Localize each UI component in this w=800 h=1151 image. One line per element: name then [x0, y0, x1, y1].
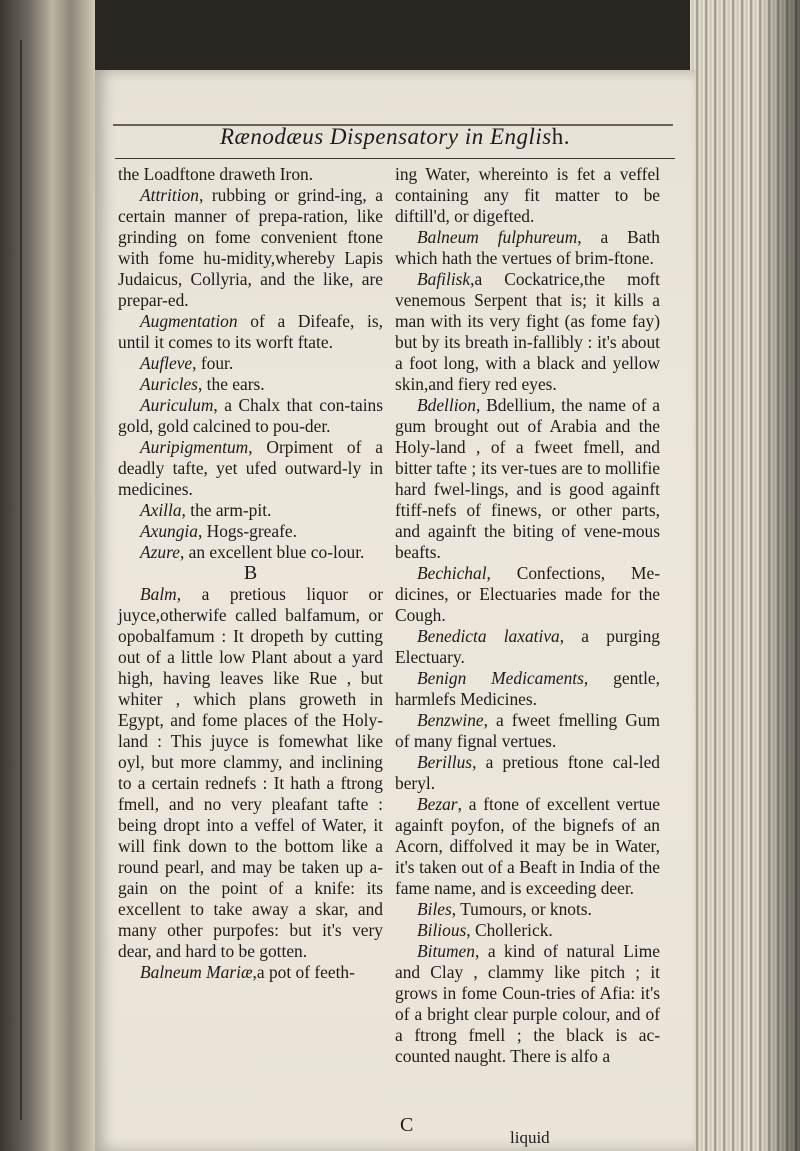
dictionary-entry: [118, 962, 383, 983]
dictionary-entry: [395, 794, 660, 899]
page-edge-shadow: [760, 0, 800, 1151]
entry-term: Benedicta laxativa: [417, 626, 560, 646]
entry-term: Benign Medicaments: [417, 668, 584, 688]
entry-term: Bitumen: [417, 941, 475, 961]
dictionary-entry: [395, 920, 660, 941]
entry-definition: ing Water, whereinto is fet a veffel containing any fit matter to be diftill'd, or digefted.: [395, 164, 660, 226]
dictionary-entry: [118, 395, 383, 437]
dictionary-entry: [395, 395, 660, 563]
entry-definition: ,a Cockatrice,the moft venemous Serpent that is; it kills a man with its very fight (as fome fay) but by its breath in-fallibly : it's about a foot long, with a black and yellow skin,and fiery red eyes.: [395, 269, 660, 394]
entry-definition: , a kind of natural Lime and Clay , clammy like pitch ; it grows in fome Coun-tries of Afia: it's of a bright clear purple colour, and of a ftrong fmell ; the black is ac-counted naught. There is alfo a: [395, 941, 660, 1066]
entry-term: Balneum Mariæ: [140, 962, 253, 982]
entry-definition: , gentle, harmlefs Medicines.: [395, 668, 660, 709]
entry-definition: , a ftone of excellent vertue againft poyfon, of the bignefs of an Acorn, diffolved it may be in Water, it's taken out of a Beaft in India of the fame name, and is exceeding deer.: [395, 794, 660, 898]
entry-definition: , Orpiment of a deadly tafte, yet ufed outward-ly in medicines.: [118, 437, 383, 499]
entry-term: Berillus: [417, 752, 473, 772]
dictionary-entry: [118, 437, 383, 500]
dictionary-entry: [395, 269, 660, 395]
dictionary-entry: [395, 227, 660, 269]
entry-definition: , four.: [192, 353, 234, 373]
right-column: [395, 164, 660, 1067]
dictionary-entry: [118, 164, 383, 185]
dictionary-entry: [118, 311, 383, 353]
header-rule: [115, 158, 675, 159]
entry-term: Auriculum: [140, 395, 214, 415]
dictionary-entry: [395, 164, 660, 227]
dictionary-entry: [395, 752, 660, 794]
entry-definition: of a Difeafe, is, until it comes to its worft ftate.: [118, 311, 383, 352]
entry-term: Axilla: [140, 500, 182, 520]
entry-term: Benzwine: [417, 710, 484, 730]
dictionary-entry: [395, 563, 660, 626]
entry-definition: , the ears.: [197, 374, 265, 394]
entry-term: Auricles: [140, 374, 198, 394]
dictionary-entry: [395, 710, 660, 752]
entry-term: Balneum fulphureum: [417, 227, 578, 247]
entry-term: Balm: [140, 584, 177, 604]
section-letter: B: [243, 562, 258, 584]
dictionary-entry: [118, 374, 383, 395]
entry-definition: , Bdellium, the name of a gum brought out of Arabia and the Holy-land , of a fweet fmell, and bitter tafte ; its ver-tues are to mollifie hard fwel-lings, and is good againft ftiff-nefs of finews, or other parts, and againft the biting of vene-mous beafts.: [395, 395, 660, 562]
entry-definition: , an excellent blue co-lour.: [179, 542, 365, 562]
entry-term: Bafilisk: [417, 269, 471, 289]
dictionary-entry: [395, 626, 660, 668]
entry-term: Auripigmentum: [140, 437, 249, 457]
entry-term: Attrition: [140, 185, 199, 205]
entry-definition: , Tumours, or knots.: [451, 899, 592, 919]
dictionary-entry: [118, 584, 383, 962]
dictionary-entry: [118, 353, 383, 374]
entry-definition: , Hogs-greafe.: [197, 521, 297, 541]
dictionary-entry: [118, 542, 383, 563]
dictionary-entry: [395, 668, 660, 710]
dictionary-entry: [118, 185, 383, 311]
entry-definition: ,a pot of feeth-: [252, 962, 355, 982]
entry-definition: , a pretious ftone cal-led beryl.: [395, 752, 660, 793]
entry-definition: , a Bath which hath the vertues of brim-ftone.: [395, 227, 660, 268]
entry-definition: , Confections, Me-dicines, or Electuaries made for the Cough.: [395, 563, 660, 625]
dictionary-entry: [395, 941, 660, 1067]
entry-term: Aufleve: [140, 353, 193, 373]
catchword: liquid: [510, 1128, 550, 1147]
dictionary-entry: [395, 899, 660, 920]
entry-term: Bilious: [417, 920, 467, 940]
signature-mark: C: [400, 1114, 414, 1136]
entry-definition: , rubbing or grind-ing, a certain manner of prepa-ration, like grinding on fome convenient ftone with fome hu-midity,whereby Lapis Judaicus, Collyria, and the like, are prepar-ed.: [118, 185, 383, 310]
entry-definition: , a pretious liquor or juyce,otherwife called balfamum, or opobalfamum : It dropeth by cutting out of a little low Plant about a yard high, having leaves like Rue , but whiter , which plans groweth in Egypt, and fome places of the Holy-land : This juyce is fomewhat like oyl, but more clammy, and inclining to a certain rednefs : It hath a ftrong fmell, and no very pleafant tafte : being dropt into a veffel of Water, it will fink down to the bottom like a round pearl, and may be taken up a-gain on the point of a knife: its excellent to take away a skar, and many other purpofes: but it's very dear, and hard to be gotten.: [118, 584, 383, 961]
book-page: [95, 70, 695, 1151]
header-title: Rænodæus Dispensatory in Englis: [219, 124, 552, 149]
entry-definition: , the arm-pit.: [181, 500, 272, 520]
book-page-edges: [690, 0, 800, 1151]
entry-term: Bdellion: [417, 395, 476, 415]
entry-term: Biles: [417, 899, 452, 919]
book-left-edge: [0, 0, 95, 1151]
entry-definition: , a fweet fmelling Gum of many fignal vertues.: [395, 710, 660, 751]
running-header: [95, 124, 695, 150]
entry-term: Bezar: [417, 794, 458, 814]
entry-definition: , Chollerick.: [466, 920, 553, 940]
entry-term: Azure: [140, 542, 180, 562]
entry-definition: the Loadftone draweth Iron.: [118, 164, 314, 184]
left-column: [118, 164, 383, 983]
entry-definition: , a Chalx that con-tains gold, gold calcined to pou-der.: [118, 395, 383, 436]
header-title-end: h.: [551, 124, 570, 149]
entry-term: Augmentation: [140, 311, 238, 331]
dictionary-entry: [118, 521, 383, 542]
dictionary-entry: [118, 500, 383, 521]
entry-term: Bechichal: [417, 563, 487, 583]
entry-definition: , a purging Electuary.: [395, 626, 660, 667]
entry-term: Axungia: [140, 521, 198, 541]
gutter-line: [20, 40, 22, 1120]
